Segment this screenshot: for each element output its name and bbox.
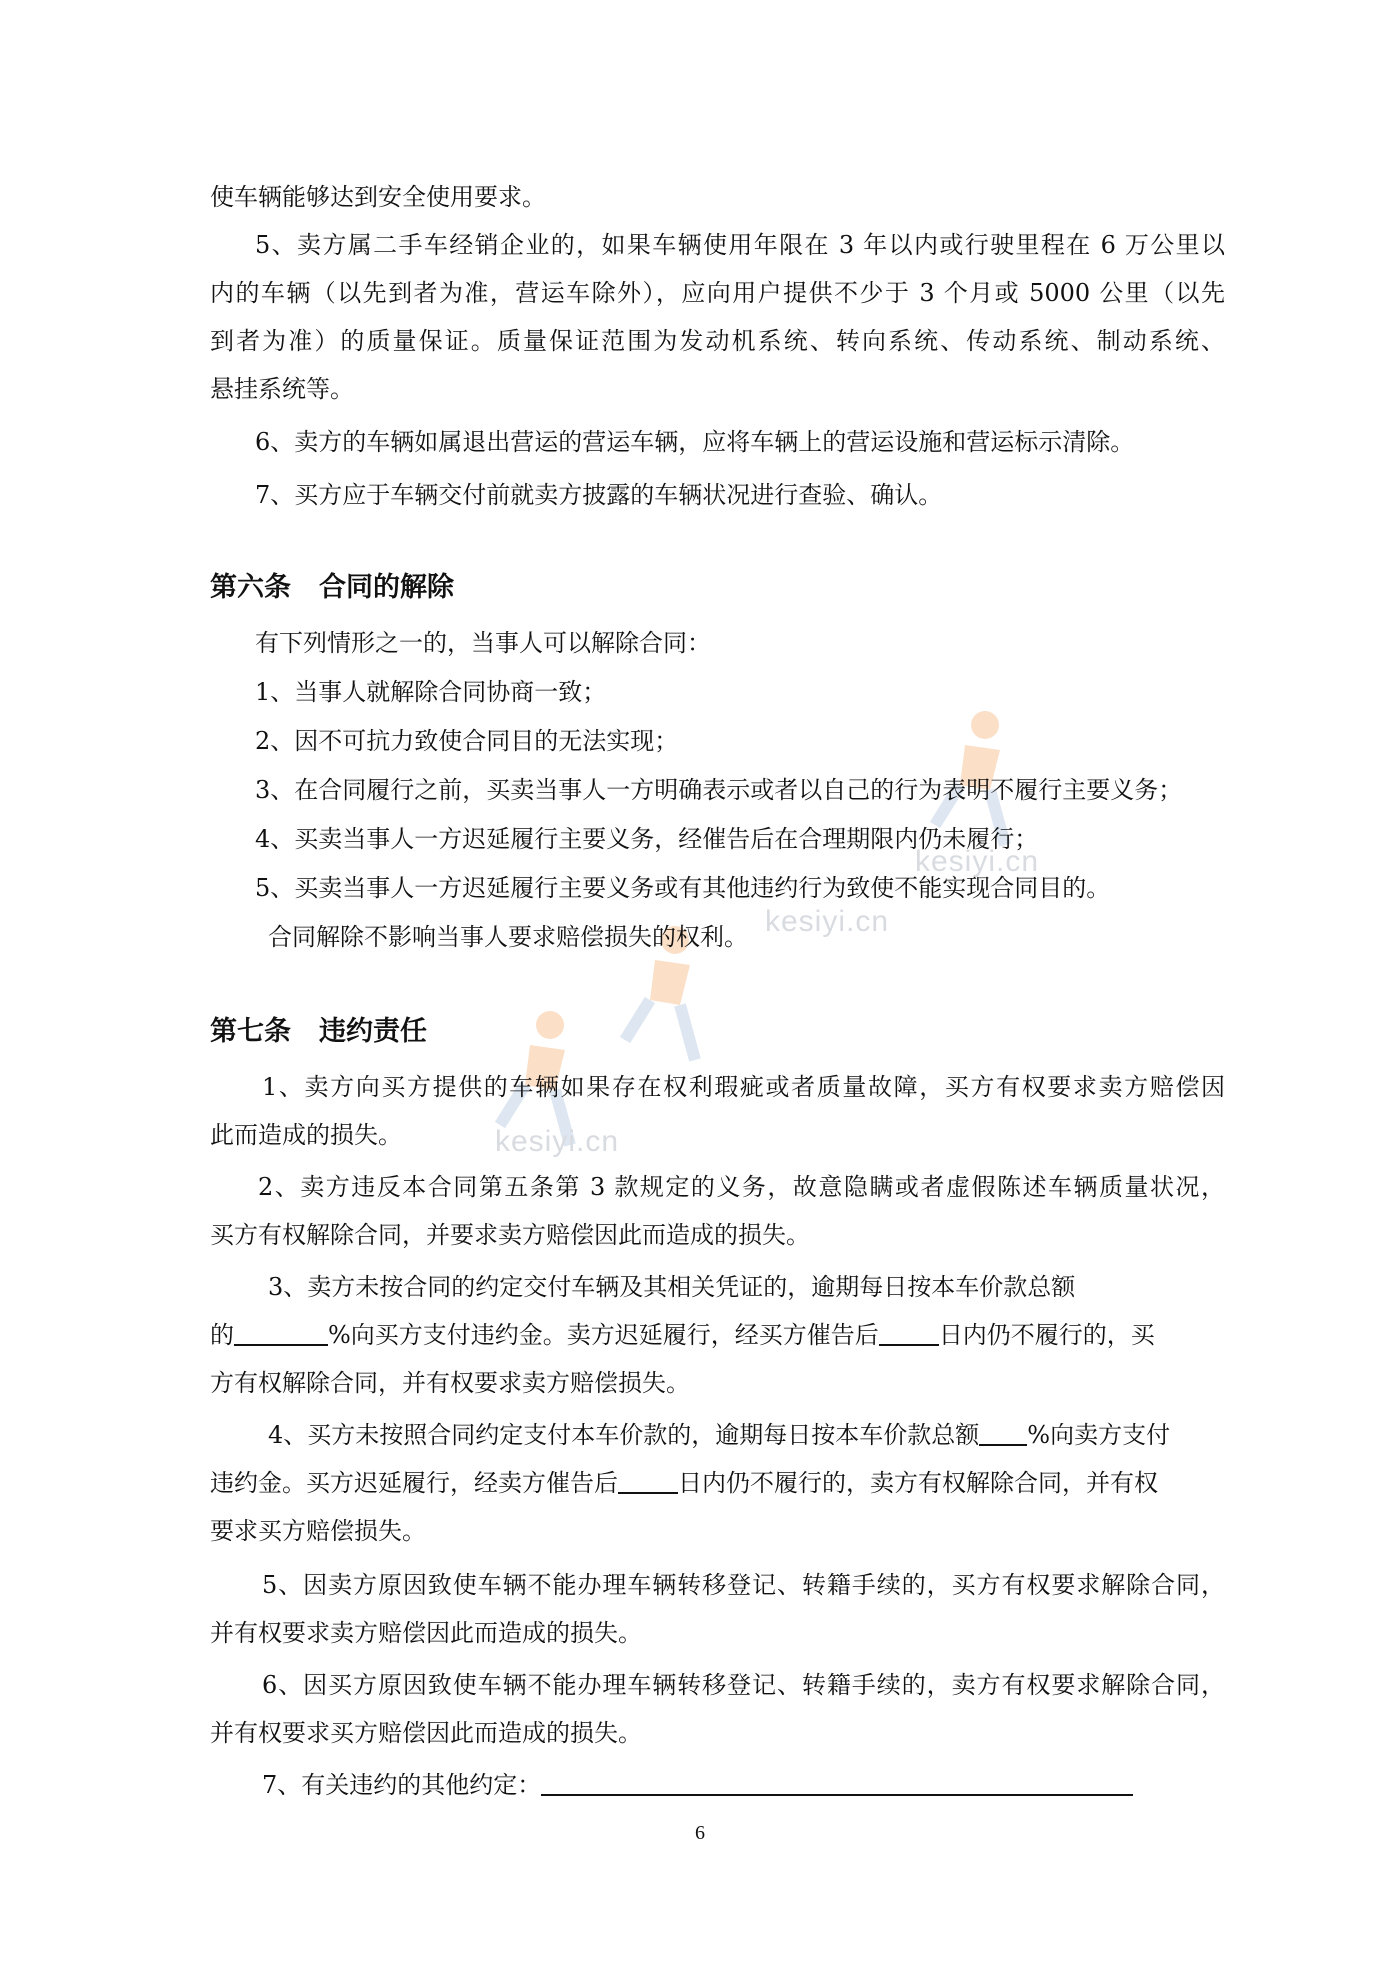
clause-line: 6、因买方原因致使车辆不能办理车辆转移登记、转籍手续的，卖方有权要求解除合同， (262, 1671, 1225, 1699)
clause-line: 并有权要求买方赔偿因此而造成的损失。 (210, 1719, 642, 1747)
clause-line: 5、因卖方原因致使车辆不能办理车辆转移登记、转籍手续的，买方有权要求解除合同， (262, 1571, 1225, 1599)
watermark-text: kesiyi.cn (915, 845, 1040, 878)
clause-line: 要求买方赔偿损失。 (210, 1517, 426, 1545)
other-agreement-field[interactable] (541, 1772, 1133, 1796)
paragraph-line: 6、卖方的车辆如属退出营运的营运车辆，应将车辆上的营运设施和营运标示清除。 (255, 428, 1135, 456)
list-item: 2、因不可抗力致使合同目的无法实现； (255, 727, 679, 755)
article-7-heading (210, 1014, 427, 1050)
clause-line: 并有权要求卖方赔偿因此而造成的损失。 (210, 1619, 642, 1647)
clause-line: 2、卖方违反本合同第五条第 3 款规定的义务，故意隐瞒或者虚假陈述车辆质量状况， (258, 1173, 1225, 1201)
watermark-text: kesiyi.cn (765, 905, 890, 938)
paragraph-line: 7、买方应于车辆交付前就卖方披露的车辆状况进行查验、确认。 (255, 481, 943, 509)
clause-line-with-blanks (210, 1318, 1225, 1352)
clause-text: 日内仍不履行的，买 (938, 1321, 1155, 1349)
list-item: 1、当事人就解除合同协商一致； (255, 678, 607, 706)
clause-line-with-blanks (262, 1768, 1225, 1802)
article-number: 第七条 (210, 1016, 291, 1047)
clause-line-with-blanks (210, 1466, 1225, 1500)
list-item: 4、买卖当事人一方迟延履行主要义务，经催告后在合理期限内仍未履行； (255, 825, 1039, 853)
article-title: 合同的解除 (319, 572, 454, 603)
paragraph-line: 5、卖方属二手车经销企业的，如果车辆使用年限在 3 年以内或行驶里程在 6 万公里以 (255, 231, 1225, 259)
clause-text: 违约金。买方迟延履行，经卖方催告后 (210, 1469, 618, 1497)
clause-text: 日内仍不履行的，卖方有权解除合同，并有权 (678, 1469, 1158, 1497)
clause-text: %向买方支付违约金。卖方迟延履行，经买方催告后 (328, 1321, 879, 1349)
article-6-intro: 有下列情形之一的，当事人可以解除合同： (255, 629, 711, 657)
article-6-closing: 合同解除不影响当事人要求赔偿损失的权利。 (268, 923, 748, 951)
article-number: 第六条 (210, 572, 291, 603)
clause-line: 方有权解除合同，并有权要求卖方赔偿损失。 (210, 1369, 690, 1397)
paragraph-line: 使车辆能够达到安全使用要求。 (210, 183, 546, 211)
clause-text: %向卖方支付 (1027, 1421, 1171, 1449)
list-item: 3、在合同履行之前，买卖当事人一方明确表示或者以自己的行为表明不履行主要义务； (255, 776, 1183, 804)
clause-text: 7、有关违约的其他约定： (262, 1771, 542, 1799)
clause-line: 买方有权解除合同，并要求卖方赔偿因此而造成的损失。 (210, 1221, 810, 1249)
clause-line: 1、卖方向买方提供的车辆如果存在权利瑕疵或者质量故障，买方有权要求卖方赔偿因 (262, 1073, 1225, 1101)
watermark-text: kesiyi.cn (495, 1125, 620, 1158)
list-item: 5、买卖当事人一方迟延履行主要义务或有其他违约行为致使不能实现合同目的。 (255, 874, 1111, 902)
blank-days-field[interactable] (879, 1322, 939, 1346)
blank-days-field[interactable] (618, 1470, 678, 1494)
blank-percent-field[interactable] (979, 1422, 1027, 1446)
clause-line-with-blanks (268, 1418, 1225, 1452)
page-number: 6 (695, 1822, 705, 1844)
clause-text: 的 (210, 1321, 234, 1349)
clause-line: 此而造成的损失。 (210, 1121, 402, 1149)
paragraph-line: 到者为准）的质量保证。质量保证范围为发动机系统、转向系统、传动系统、制动系统、 (210, 327, 1225, 355)
article-title: 违约责任 (319, 1016, 427, 1047)
article-6-heading (210, 570, 454, 606)
paragraph-line: 悬挂系统等。 (210, 375, 354, 403)
clause-text: 4、买方未按照合同约定支付本车价款的，逾期每日按本车价款总额 (268, 1421, 980, 1449)
clause-line: 3、卖方未按合同的约定交付车辆及其相关凭证的，逾期每日按本车价款总额 (268, 1273, 1076, 1301)
paragraph-line: 内的车辆（以先到者为准，营运车除外），应向用户提供不少于 3 个月或 5000 公里（以先 (210, 279, 1225, 307)
blank-percent-field[interactable] (234, 1322, 328, 1346)
